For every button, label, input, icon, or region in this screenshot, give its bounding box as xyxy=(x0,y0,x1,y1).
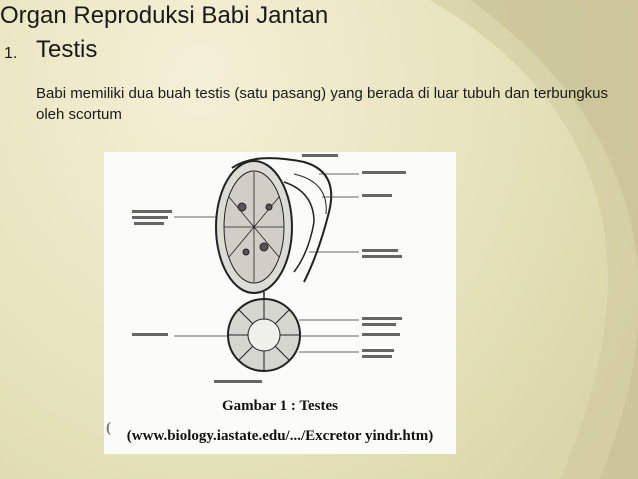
body-paragraph: Babi memiliki dua buah testis (satu pasang) yang berada di luar tubuh dan terbungkus oleh scortum xyxy=(36,85,609,123)
figure-ghost-mark: ( xyxy=(106,420,111,436)
figure-caption-source: (www.biology.iastate.edu/.../Excretor yindr.htm) xyxy=(126,428,434,444)
slide-title: Organ Reproduksi Babi Jantan xyxy=(0,2,329,29)
list-number: 1. xyxy=(4,45,18,62)
testis-figure xyxy=(104,152,456,454)
section-heading: Testis xyxy=(36,36,98,63)
seminiferous-tubule-section xyxy=(228,299,300,371)
figure-caption-title: Gambar 1 : Testes xyxy=(222,398,338,414)
testis-upper-section xyxy=(216,158,331,293)
